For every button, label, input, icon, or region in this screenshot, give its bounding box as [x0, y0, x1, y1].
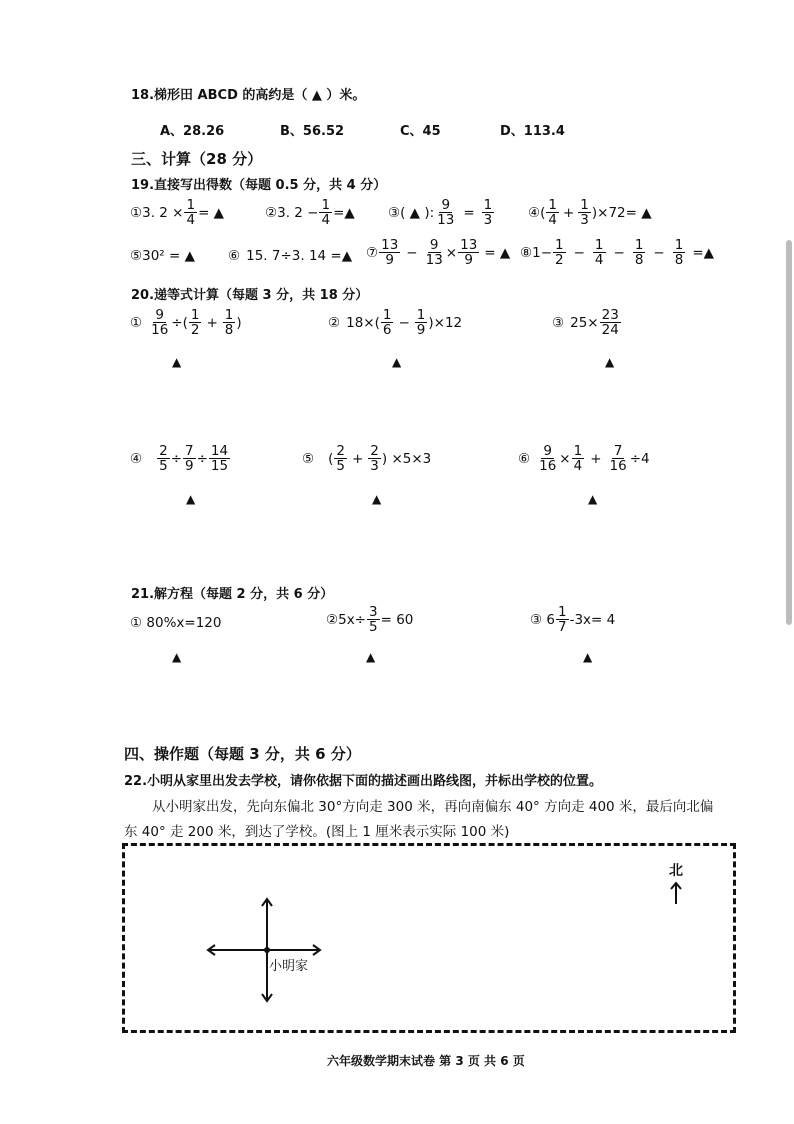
item-number: ⑥: [518, 450, 531, 467]
fraction: $\frac{2}{5}$: [159, 443, 168, 475]
operator: +: [351, 450, 364, 467]
q19-item-5: [130, 248, 195, 264]
option-b: B、56.52: [280, 124, 345, 139]
q20-item-6: [518, 444, 650, 473]
expression-text: ÷4: [629, 450, 650, 467]
question-22-text-line-1: 从小明家出发，先向东偏北 30°方向走 300 米，再向南偏东 40° 方向走 400 米，最后向北偏: [152, 799, 714, 815]
operator: +: [206, 314, 218, 331]
answer-marker: ▲: [583, 650, 593, 664]
operator: −: [653, 244, 665, 261]
expression-text: (: [540, 204, 546, 221]
q20-item-3: [552, 308, 622, 337]
expression-text: 3. 2 −: [277, 204, 319, 221]
question-21-title: 21.解方程（每题 2 分，共 6 分）: [131, 587, 334, 602]
q19-item-2: [265, 198, 355, 227]
expression-text: ): [236, 314, 242, 331]
expression-text: = ▲: [198, 204, 225, 221]
item-number: ②: [265, 204, 278, 221]
expression-text: )×12: [428, 314, 463, 331]
q19-item-8: [520, 238, 714, 267]
fraction: $\frac{1}{4}$: [594, 237, 604, 269]
item-number: ⑧: [520, 244, 533, 261]
fraction: $\frac{1}{2}$: [190, 307, 200, 339]
operator: −: [398, 314, 410, 331]
answer-marker: ▲: [366, 650, 376, 664]
q19-item-7: [366, 238, 510, 267]
fraction: $\frac{9}{16}$: [151, 307, 169, 339]
equation-1: ① 80%x=120: [130, 615, 222, 631]
expression-text: ③ 6: [530, 611, 555, 628]
expression-text: 18×(: [346, 314, 380, 331]
compass-cross: [200, 895, 330, 1005]
q19-item-6: [228, 248, 352, 264]
expression-text: ②5x÷: [326, 611, 366, 628]
expression-text: ( ▲ ):: [400, 204, 435, 221]
answer-marker: ▲: [172, 650, 182, 664]
operator: =: [463, 204, 475, 221]
expression-text: =▲: [333, 204, 355, 221]
q19-item-1: [130, 198, 224, 227]
fraction: $\frac{9}{13}$: [425, 237, 443, 269]
equation-3: [530, 605, 615, 634]
expression-text: = ▲: [484, 244, 511, 261]
north-label: 北: [669, 863, 683, 879]
item-number: ①: [130, 204, 143, 221]
item-number: ④: [528, 204, 541, 221]
expression-text: (: [328, 450, 334, 467]
fraction: $\frac{1}{6}$: [382, 307, 392, 339]
north-arrow-icon: [668, 880, 684, 906]
fraction: $\frac{13}{9}$: [381, 237, 399, 269]
fraction: $\frac{1}{4}$: [186, 197, 196, 229]
answer-marker: ▲: [186, 492, 196, 506]
operator: +: [562, 204, 575, 221]
expression-text: -3x= 4: [569, 611, 616, 628]
item-number: ⑦: [366, 244, 379, 261]
expression-text: 15. 7÷3. 14 =▲: [246, 248, 353, 264]
item-number: ⑤: [302, 450, 315, 467]
expression-text: 30² = ▲: [142, 248, 195, 264]
scrollbar-thumb[interactable]: [786, 240, 792, 625]
answer-marker: ▲: [588, 492, 598, 506]
answer-marker: ▲: [372, 492, 382, 506]
fraction: $\frac{1}{8}$: [634, 237, 644, 269]
fraction: $\frac{9}{13}$: [437, 197, 455, 229]
fraction: $\frac{1}{8}$: [224, 307, 234, 339]
operator: ×: [559, 450, 571, 467]
item-number: ③: [552, 314, 565, 331]
item-number: ③: [388, 204, 401, 221]
expression-text: )×72= ▲: [591, 204, 652, 221]
expression-text: ) ×5×3: [381, 450, 432, 467]
fraction: $\frac{2}{5}$: [336, 443, 345, 475]
question-22-text-line-2: 东 40° 走 200 米，到达了学校。(图上 1 厘米表示实际 100 米): [124, 824, 510, 840]
operator: −: [406, 244, 418, 261]
question-22-title: 22.小明从家里出发去学校，请你依据下面的描述画出路线图，并标出学校的位置。: [124, 774, 603, 789]
option-d: D、113.4: [500, 124, 565, 139]
operator: −: [613, 244, 625, 261]
operator: −: [573, 244, 585, 261]
item-number: ①: [130, 314, 143, 331]
answer-marker: ▲: [172, 355, 182, 369]
expression-text: 3. 2 ×: [142, 204, 184, 221]
fraction: $\frac{1}{4}$: [548, 197, 557, 229]
fraction: $\frac{9}{16}$: [539, 443, 557, 475]
fraction: $\frac{1}{4}$: [573, 443, 583, 475]
answer-marker: ▲: [392, 355, 402, 369]
expression-text: 1−: [532, 244, 553, 261]
item-number: ⑥: [228, 248, 241, 264]
option-c: C、45: [400, 124, 441, 139]
section-3-title: 三、计算（28 分）: [131, 150, 263, 168]
fraction: $\frac{1}{2}$: [555, 237, 564, 269]
answer-marker: ▲: [605, 355, 615, 369]
fraction: $\frac{1}{4}$: [321, 197, 331, 229]
q20-item-5: [302, 444, 431, 473]
fraction: $\frac{7}{16}$: [609, 443, 627, 475]
fraction: $\frac{14}{15}$: [210, 443, 229, 475]
q20-item-2: [328, 308, 462, 337]
q20-item-4: [130, 444, 231, 473]
fraction: $\frac{1}{9}$: [416, 307, 426, 339]
fraction: $\frac{13}{9}$: [460, 237, 478, 269]
fraction: $\frac{1}{3}$: [580, 197, 589, 229]
fraction: $\frac{1}{8}$: [674, 237, 684, 269]
operator: +: [590, 450, 602, 467]
section-4-title: 四、操作题（每题 3 分，共 6 分）: [124, 745, 361, 763]
q19-item-3: [388, 198, 495, 227]
expression-text: =▲: [692, 244, 715, 261]
operator: ×: [445, 244, 458, 261]
operator: ÷: [170, 450, 183, 467]
fraction: $\frac{23}{24}$: [601, 307, 619, 339]
vertical-scrollbar[interactable]: [784, 240, 794, 625]
question-20-title: 20.递等式计算（每题 3 分，共 18 分）: [131, 288, 369, 303]
fraction: $\frac{1}{3}$: [483, 197, 493, 229]
fraction: $\frac{1}{7}$: [557, 604, 567, 636]
item-number: ④: [130, 450, 143, 467]
question-19-title: 19.直接写出得数（每题 0.5 分，共 4 分）: [131, 178, 387, 193]
fraction: $\frac{2}{3}$: [370, 443, 379, 475]
page-footer: 六年级数学期末试卷 第 3 页 共 6 页: [327, 1054, 525, 1068]
fraction: $\frac{7}{9}$: [185, 443, 194, 475]
equation-2: [326, 605, 413, 634]
q20-item-1: [130, 308, 242, 337]
expression-text: = 60: [380, 611, 414, 628]
home-label: 小明家: [269, 959, 309, 974]
option-a: A、28.26: [160, 124, 225, 139]
item-number: ⑤: [130, 248, 143, 264]
fraction: $\frac{3}{5}$: [369, 604, 378, 636]
expression-text: ÷(: [171, 314, 188, 331]
question-18-stem: 18.梯形田 ABCD 的高约是（ ▲ ）米。: [131, 88, 366, 103]
operator: ÷: [196, 450, 208, 467]
item-number: ②: [328, 314, 341, 331]
q19-item-4: [528, 198, 652, 227]
expression-text: 25×: [570, 314, 599, 331]
